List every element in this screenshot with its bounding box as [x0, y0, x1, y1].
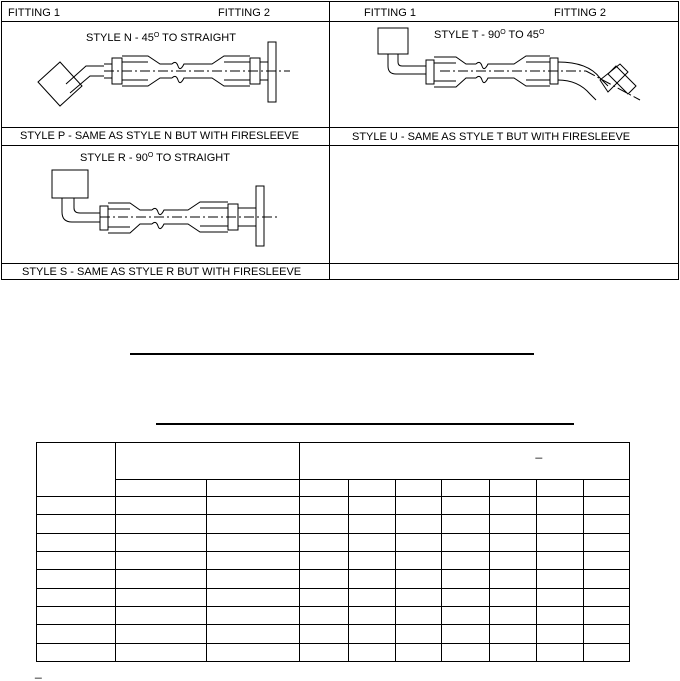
table-subheader-cell [490, 479, 537, 496]
table-cell [396, 588, 442, 606]
table-cell [442, 496, 490, 514]
table-cell [115, 551, 206, 569]
table-cell [583, 625, 629, 643]
fitting-2-label-left: FITTING 2 [218, 7, 270, 19]
table-cell [537, 533, 584, 551]
table-cell [115, 588, 206, 606]
table-cell [537, 643, 584, 661]
table-cell [442, 625, 490, 643]
style-r-title: STYLE R - $90^O$ TO STRAIGHT [80, 152, 230, 164]
table-subheader-cell [396, 479, 442, 496]
table-cell [537, 606, 584, 624]
style-n-drawing [38, 42, 290, 106]
style-p-caption: STYLE P - SAME AS STYLE N BUT WITH FIRESLEEVE [20, 130, 299, 142]
table-subheader-cell [115, 479, 206, 496]
table-cell [206, 496, 299, 514]
table-subheader-cell [442, 479, 490, 496]
table-cell [442, 570, 490, 588]
table-row [37, 496, 630, 514]
table-cell [349, 643, 396, 661]
table-cell [583, 533, 629, 551]
table-cell [490, 643, 537, 661]
table-cell [206, 606, 299, 624]
style-u-caption: STYLE U - SAME AS STYLE T BUT WITH FIRESLEEVE [352, 131, 631, 143]
table-cell [115, 533, 206, 551]
table-cell [37, 643, 116, 661]
table-cell [537, 515, 584, 533]
table-cell [299, 643, 349, 661]
table-subheader-cell [537, 479, 584, 496]
table-cell [396, 515, 442, 533]
table-cell [37, 533, 116, 551]
table-cell [442, 588, 490, 606]
fitting-2-label-right: FITTING 2 [554, 7, 606, 19]
table-cell [537, 625, 584, 643]
table-cell [299, 625, 349, 643]
table-cell [349, 606, 396, 624]
table-cell [115, 606, 206, 624]
table-cell [349, 588, 396, 606]
style-n-title: STYLE N - $45^O$ TO STRAIGHT [86, 32, 236, 44]
table-row [37, 515, 630, 533]
table-cell [115, 570, 206, 588]
table-cell [490, 551, 537, 569]
table-header-cell [37, 443, 116, 497]
table-cell [583, 588, 629, 606]
table-cell [206, 570, 299, 588]
table-cell [37, 551, 116, 569]
table-cell [537, 588, 584, 606]
table-cell [583, 643, 629, 661]
table-row [37, 625, 630, 643]
title-rule [130, 353, 534, 355]
fitting-1-label-right: FITTING 1 [364, 7, 416, 19]
table-cell [349, 551, 396, 569]
table-cell [490, 588, 537, 606]
footnote-marker: _ [35, 665, 42, 679]
style-s-caption: STYLE S - SAME AS STYLE R BUT WITH FIRESLEEVE [22, 266, 302, 278]
table-cell [115, 515, 206, 533]
table-cell [396, 625, 442, 643]
table-cell [299, 551, 349, 569]
table-row [37, 643, 630, 661]
table-cell [583, 606, 629, 624]
table-cell [537, 570, 584, 588]
table-cell [115, 496, 206, 514]
table-cell [583, 515, 629, 533]
table-cell [490, 515, 537, 533]
header-marker: _ [535, 445, 543, 459]
table-cell [206, 588, 299, 606]
fitting-1-label-left: FITTING 1 [8, 7, 60, 19]
style-t-title: STYLE T - $90^O$ TO $45^O$ [434, 29, 545, 41]
table-cell [206, 533, 299, 551]
table-cell [37, 588, 116, 606]
table-cell [583, 496, 629, 514]
table-header-cell [115, 443, 299, 480]
table-cell [349, 533, 396, 551]
table-cell [396, 570, 442, 588]
table-cell [396, 606, 442, 624]
table-cell [490, 606, 537, 624]
table-cell [349, 496, 396, 514]
table-cell [583, 570, 629, 588]
table-cell [349, 625, 396, 643]
table-cell [37, 496, 116, 514]
table-cell [349, 570, 396, 588]
table-cell [349, 515, 396, 533]
table-cell [537, 496, 584, 514]
table-subheader-cell [349, 479, 396, 496]
table-row [37, 588, 630, 606]
table-cell [490, 533, 537, 551]
table-subheader-cell [583, 479, 629, 496]
table-cell [206, 643, 299, 661]
table-cell [442, 515, 490, 533]
table-cell [490, 570, 537, 588]
table-row [37, 533, 630, 551]
table-cell [583, 551, 629, 569]
table-cell [442, 551, 490, 569]
table-cell [490, 625, 537, 643]
table-cell [299, 606, 349, 624]
table-cell [442, 606, 490, 624]
table-cell [299, 533, 349, 551]
table-cell [115, 625, 206, 643]
table-cell [396, 533, 442, 551]
table-cell [442, 643, 490, 661]
table-cell [206, 551, 299, 569]
data-table [36, 442, 630, 662]
table-cell [37, 606, 116, 624]
table-cell [115, 643, 206, 661]
table-cell [37, 570, 116, 588]
table-header-cell [299, 443, 629, 480]
subtitle-rule [156, 423, 574, 425]
style-r-drawing [52, 170, 278, 246]
table-cell [490, 496, 537, 514]
table-body [37, 496, 630, 661]
table-cell [537, 551, 584, 569]
table-row [37, 551, 630, 569]
table-cell [396, 496, 442, 514]
table-cell [442, 533, 490, 551]
table-cell [396, 643, 442, 661]
table-cell [299, 570, 349, 588]
table-cell [206, 515, 299, 533]
table-row [37, 606, 630, 624]
table-row [37, 570, 630, 588]
table-cell [299, 496, 349, 514]
table-cell [299, 588, 349, 606]
table-cell [396, 551, 442, 569]
table-subheader-cell [206, 479, 299, 496]
table-cell [206, 625, 299, 643]
table-cell [37, 515, 116, 533]
table-subheader-cell [299, 479, 349, 496]
table-cell [299, 515, 349, 533]
table-cell [37, 625, 116, 643]
